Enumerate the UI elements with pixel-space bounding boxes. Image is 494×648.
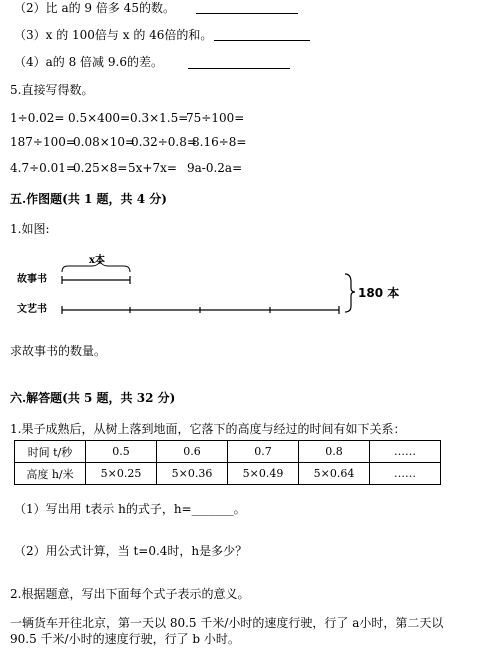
total-brace — [345, 274, 355, 312]
literature-book-label: 文艺书 — [17, 304, 47, 315]
calc-3-4: 9a-0.2a= — [187, 161, 243, 175]
total-label: 180 本 — [358, 286, 400, 300]
table-cell: 0.7 — [228, 441, 299, 463]
story-book-label: 故事书 — [17, 274, 47, 285]
part-5-heading: 五.作图题(共 1 题，共 4 分) — [10, 192, 167, 206]
calc-2-2: 0.08×10= — [73, 135, 136, 149]
x-label: x本 — [89, 255, 105, 266]
table-cell: 5×0.64 — [299, 463, 370, 485]
table-cell: 0.5 — [86, 441, 157, 463]
table-row — [15, 441, 441, 463]
table-cell: 0.8 — [299, 441, 370, 463]
part-6-heading: 六.解答题(共 5 题，共 32 分) — [10, 391, 176, 405]
table-header-time: 时间 t/秒 — [15, 441, 86, 463]
calc-1-1: 1÷0.02= — [10, 111, 65, 125]
part-5-question-text: 求故事书的数量。 — [10, 344, 107, 358]
calc-1-2: 0.5×400= — [68, 111, 131, 125]
table-cell: 0.6 — [157, 441, 228, 463]
calc-1-3: 0.3×1.5= — [130, 111, 189, 125]
calc-2-3: 0.32÷0.8= — [131, 135, 197, 149]
bar-diagram — [14, 252, 414, 324]
table-cell: …… — [370, 463, 441, 485]
calc-3-2: 0.25×8= — [73, 161, 128, 175]
answer-line-4-3 — [214, 40, 310, 41]
calc-2-1: 187÷100= — [10, 135, 76, 149]
answer-line-4-2 — [196, 13, 298, 14]
question-4-4: （4）a的 8 倍减 9.6的差。 — [14, 55, 163, 69]
table-cell: …… — [370, 441, 441, 463]
section-5-title: 5.直接写得数。 — [10, 83, 94, 97]
table-header-height: 高度 h/米 — [15, 463, 86, 485]
calc-1-4: 75÷100= — [186, 111, 245, 125]
question-4-3: （3）x 的 100倍与 x 的 46倍的和。 — [14, 28, 213, 42]
part-6-sub-2: （2）用公式计算，当 t=0.4时，h是多少？ — [14, 544, 248, 558]
table-row — [15, 463, 441, 485]
part-6-question-1: 1.果子成熟后，从树上落到地面，它落下的高度与经过的时间有如下关系： — [10, 422, 406, 436]
table-cell: 5×0.49 — [228, 463, 299, 485]
part-6-sub-1: （1）写出用 t表示 h的式子，h=_______。 — [14, 502, 246, 516]
part-6-question-2-body-1: 一辆货车开往北京，第一天以 80.5 千米/小时的速度行驶，行了 a小时，第二天以 — [10, 616, 444, 630]
fall-table — [14, 440, 441, 485]
calc-2-4: 8.16÷8= — [192, 135, 247, 149]
calc-3-1: 4.7÷0.01= — [10, 161, 76, 175]
table-cell: 5×0.36 — [157, 463, 228, 485]
question-4-2: （2）比 a的 9 倍多 45的数。 — [14, 1, 175, 15]
part-5-question-1: 1.如图: — [10, 222, 50, 236]
calc-3-3: 5x+7x= — [128, 161, 177, 175]
part-6-question-2: 2.根据题意，写出下面每个式子表示的意义。 — [10, 587, 250, 601]
part-6-question-2-body-2: 90.5 千米/小时的速度行驶，行了 b 小时。 — [10, 632, 240, 646]
answer-line-4-4 — [188, 68, 290, 69]
table-cell: 5×0.25 — [86, 463, 157, 485]
